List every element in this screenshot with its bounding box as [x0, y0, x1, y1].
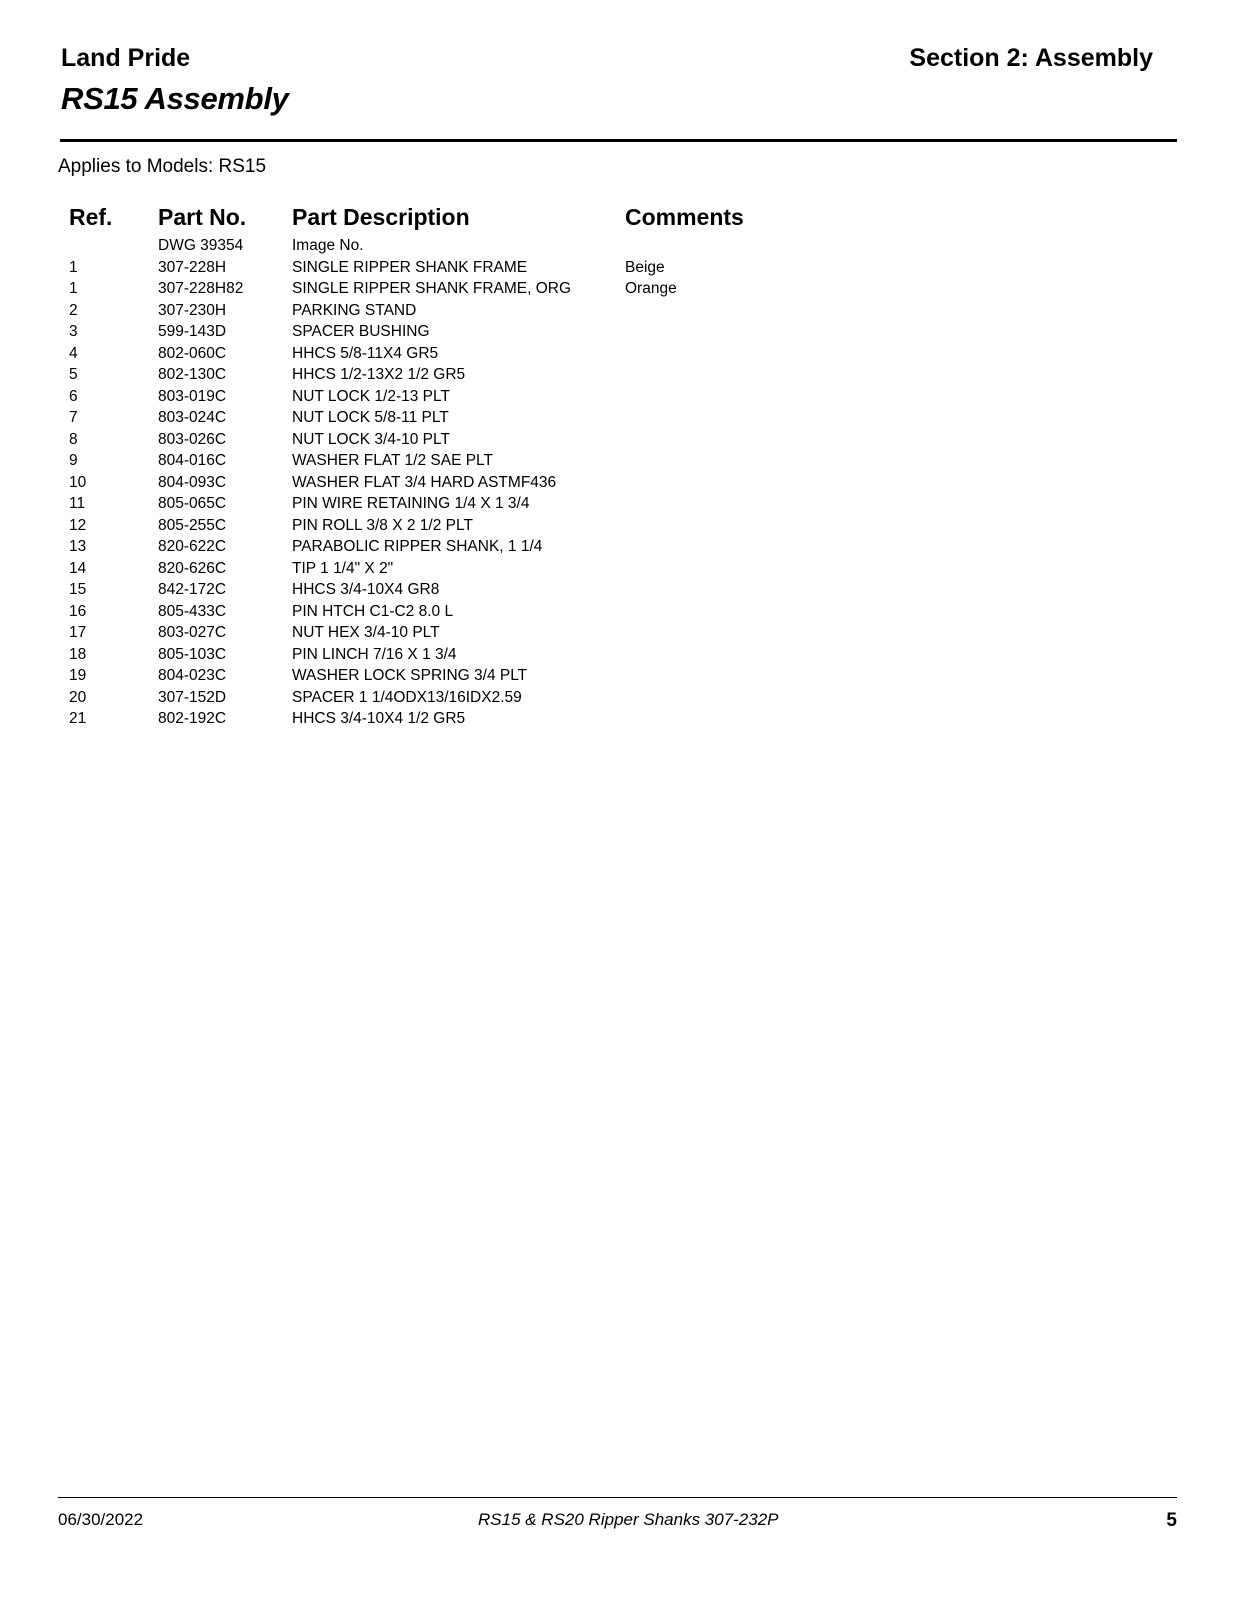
- cell-ref: 5: [69, 366, 78, 383]
- table-row: [0, 622, 1236, 644]
- cell-part-description: NUT LOCK 1/2-13 PLT: [292, 387, 450, 405]
- cell-part-description: SPACER 1 1/4ODX13/16IDX2.59: [292, 688, 522, 706]
- cell-comments: Beige: [625, 258, 665, 276]
- cell-part-no: 802-130C: [158, 366, 227, 383]
- table-row: [0, 278, 1236, 300]
- cell-part-description: PIN HTCH C1-C2 8.0 L: [292, 602, 454, 620]
- table-row: [0, 687, 1236, 709]
- cell-part-no: 804-093C: [158, 473, 227, 491]
- table-row: [0, 644, 1236, 666]
- table-row: [0, 257, 1236, 279]
- cell-part-no: 842-172C: [158, 581, 227, 598]
- header-comments: Comments: [625, 204, 744, 230]
- parts-table-body: [0, 235, 1236, 730]
- header-ref: Ref.: [69, 204, 113, 230]
- header-divider: [60, 139, 1177, 142]
- table-row: [0, 364, 1236, 386]
- table-row: [0, 450, 1236, 472]
- cell-ref: 3: [69, 323, 78, 340]
- brand-name: Land Pride: [61, 44, 191, 72]
- cell-part-no: 805-255C: [158, 516, 227, 534]
- cell-part-no: 802-060C: [158, 344, 227, 362]
- cell-part-description: SINGLE RIPPER SHANK FRAME, ORG: [292, 280, 572, 297]
- footer-divider: [58, 1497, 1177, 1498]
- cell-part-description: HHCS 1/2-13X2 1/2 GR5: [292, 366, 466, 383]
- table-row: [0, 708, 1236, 730]
- cell-part-no: DWG 39354: [158, 237, 244, 254]
- table-row: [0, 472, 1236, 494]
- table-row: [0, 386, 1236, 408]
- cell-part-no: 820-626C: [158, 559, 227, 577]
- cell-part-description: PARKING STAND: [292, 301, 417, 319]
- cell-part-no: 803-026C: [158, 430, 227, 448]
- cell-part-description: PIN LINCH 7/16 X 1 3/4: [292, 645, 457, 663]
- cell-part-description: HHCS 5/8-11X4 GR5: [292, 344, 439, 362]
- table-row: [0, 300, 1236, 322]
- cell-ref: 1: [69, 280, 78, 297]
- cell-ref: 15: [69, 581, 87, 598]
- applies-to-models: Applies to Models: RS15: [58, 156, 267, 177]
- cell-part-no: 805-433C: [158, 602, 227, 620]
- page-number: 5: [1166, 1510, 1177, 1531]
- footer-document-title: RS15 & RS20 Ripper Shanks 307-232P: [478, 1510, 779, 1529]
- cell-ref: 21: [69, 710, 87, 727]
- cell-part-no: 804-016C: [158, 452, 227, 469]
- cell-ref: 16: [69, 602, 87, 620]
- cell-part-description: TIP 1 1/4" X 2": [292, 559, 394, 577]
- cell-part-no: 803-024C: [158, 409, 227, 426]
- cell-ref: 7: [69, 409, 78, 426]
- cell-ref: 13: [69, 538, 87, 555]
- table-row: [0, 536, 1236, 558]
- cell-part-description: HHCS 3/4-10X4 1/2 GR5: [292, 710, 466, 727]
- table-row: [0, 665, 1236, 687]
- table-row: [0, 601, 1236, 623]
- cell-part-no: 805-065C: [158, 495, 227, 512]
- cell-part-description: PARABOLIC RIPPER SHANK, 1 1/4: [292, 538, 543, 555]
- cell-part-no: 803-019C: [158, 387, 227, 405]
- cell-comments: Orange: [625, 280, 677, 297]
- cell-part-no: 307-230H: [158, 301, 227, 319]
- cell-part-no: 307-228H: [158, 258, 227, 276]
- cell-part-no: 804-023C: [158, 667, 227, 684]
- cell-part-no: 307-152D: [158, 688, 227, 706]
- cell-part-description: SINGLE RIPPER SHANK FRAME: [292, 258, 528, 276]
- cell-part-no: 803-027C: [158, 624, 227, 641]
- cell-part-description: HHCS 3/4-10X4 GR8: [292, 581, 440, 598]
- cell-ref: 12: [69, 516, 87, 534]
- table-row: [0, 321, 1236, 343]
- cell-part-description: PIN ROLL 3/8 X 2 1/2 PLT: [292, 516, 473, 534]
- cell-part-description: WASHER FLAT 1/2 SAE PLT: [292, 452, 493, 469]
- cell-ref: 9: [69, 452, 78, 469]
- table-row: [0, 515, 1236, 537]
- cell-part-description: NUT LOCK 3/4-10 PLT: [292, 430, 450, 448]
- table-row: [0, 407, 1236, 429]
- cell-ref: 20: [69, 688, 87, 706]
- cell-part-no: 802-192C: [158, 710, 227, 727]
- cell-part-no: 599-143D: [158, 323, 227, 340]
- cell-part-no: 820-622C: [158, 538, 227, 555]
- cell-ref: 8: [69, 430, 78, 448]
- cell-ref: 11: [69, 495, 86, 512]
- parts-table: [0, 202, 1236, 730]
- cell-ref: 6: [69, 387, 78, 405]
- cell-part-description: NUT HEX 3/4-10 PLT: [292, 624, 440, 641]
- table-row: [0, 493, 1236, 515]
- cell-ref: 19: [69, 667, 87, 684]
- header-part-description: Part Description: [292, 204, 470, 230]
- cell-ref: 1: [69, 258, 78, 276]
- cell-ref: 10: [69, 473, 87, 491]
- cell-part-no: 307-228H82: [158, 280, 244, 297]
- cell-part-no: 805-103C: [158, 645, 227, 663]
- cell-ref: 17: [69, 624, 87, 641]
- cell-part-description: WASHER LOCK SPRING 3/4 PLT: [292, 667, 528, 684]
- cell-part-description: Image No.: [292, 237, 364, 254]
- cell-ref: 18: [69, 645, 87, 663]
- cell-ref: 2: [69, 301, 78, 319]
- cell-ref: 4: [69, 344, 78, 362]
- table-row: [0, 579, 1236, 601]
- footer-date: 06/30/2022: [58, 1510, 144, 1529]
- table-row: [0, 235, 1236, 257]
- section-title: Section 2: Assembly: [909, 44, 1153, 72]
- table-row: [0, 429, 1236, 451]
- table-row: [0, 343, 1236, 365]
- header-part-no: Part No.: [158, 204, 247, 230]
- cell-part-description: WASHER FLAT 3/4 HARD ASTMF436: [292, 473, 557, 491]
- page-title: RS15 Assembly: [61, 81, 289, 116]
- cell-part-description: PIN WIRE RETAINING 1/4 X 1 3/4: [292, 495, 530, 512]
- cell-part-description: NUT LOCK 5/8-11 PLT: [292, 409, 449, 426]
- cell-part-description: SPACER BUSHING: [292, 323, 430, 340]
- parts-table-header: [0, 202, 1236, 235]
- table-row: [0, 558, 1236, 580]
- cell-ref: 14: [69, 559, 87, 577]
